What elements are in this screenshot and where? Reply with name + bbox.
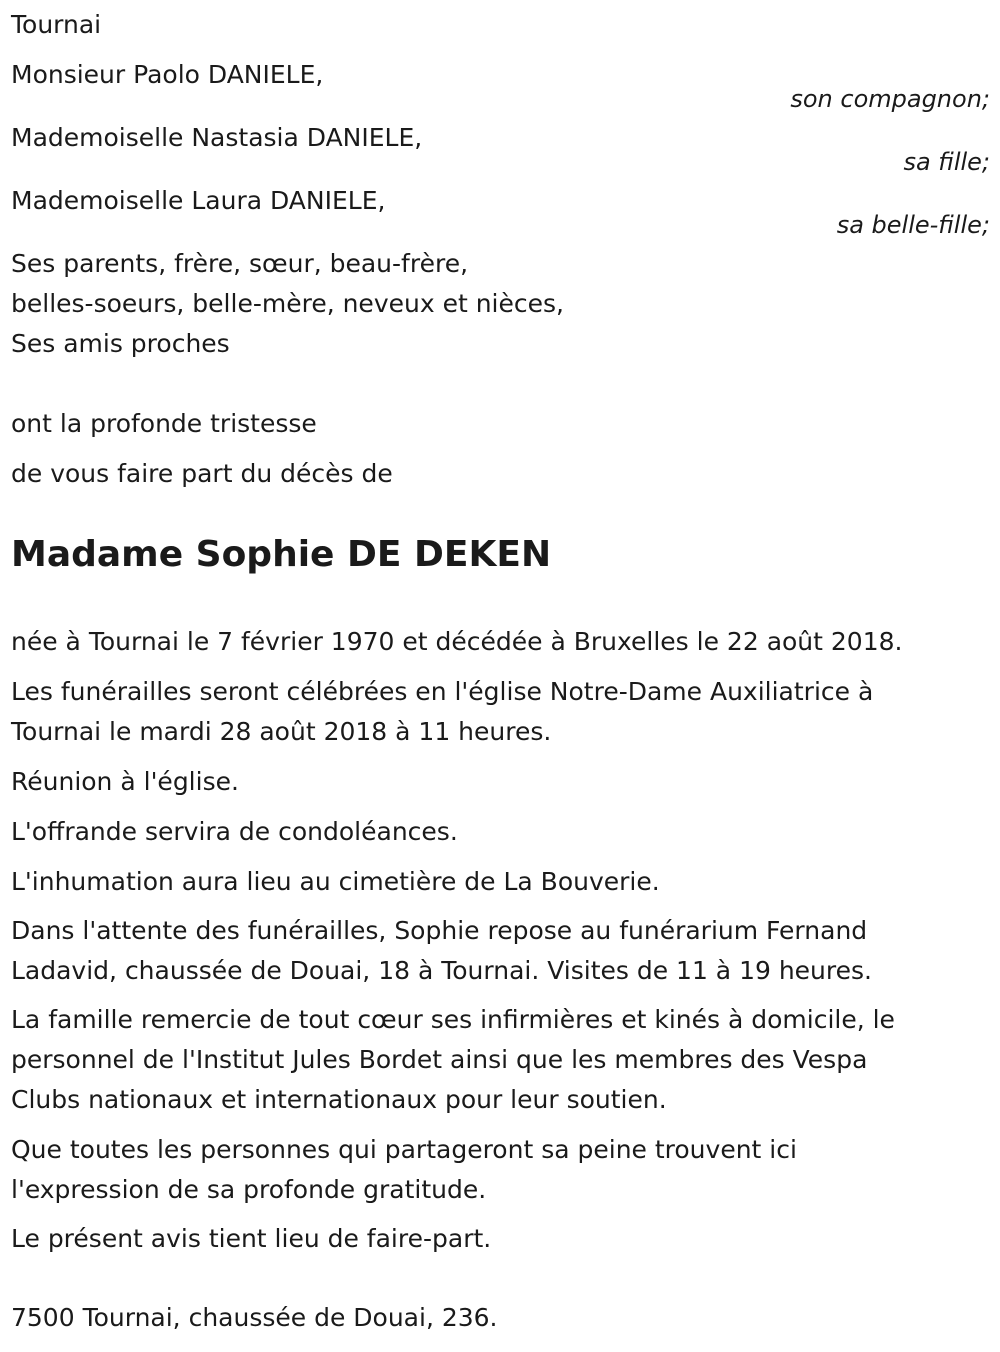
family-member-relation: sa belle-fille;	[836, 211, 990, 239]
deceased-name: Madame Sophie DE DEKEN	[11, 534, 552, 575]
family-member-relation: sa fille;	[903, 148, 990, 176]
announcement-line: ont la profonde tristesse	[11, 409, 317, 438]
relatives-line: belles-soeurs, belle-mère, neveux et nièces,	[11, 289, 564, 318]
relatives-line: Ses amis proches	[11, 329, 230, 358]
family-member-name: Mademoiselle Laura DANIELE,	[11, 186, 386, 215]
detail-paragraph: Dans l'attente des funérailles, Sophie repose au funérarium Fernand Ladavid, chaussée de Douai, 18 à Tournai. Visites de 11 à 19 heures.	[11, 916, 872, 985]
footer-address: 7500 Tournai, chaussée de Douai, 236.	[11, 1303, 498, 1332]
family-member-name: Mademoiselle Nastasia DANIELE,	[11, 123, 423, 152]
detail-paragraph: L'inhumation aura lieu au cimetière de La Bouverie.	[11, 867, 660, 896]
detail-paragraph: Réunion à l'église.	[11, 767, 239, 796]
announcement-line: de vous faire part du décès de	[11, 459, 393, 488]
family-member-relation: son compagnon;	[790, 85, 990, 113]
family-member-name: Monsieur Paolo DANIELE,	[11, 60, 324, 89]
detail-paragraph: Le présent avis tient lieu de faire-part.	[11, 1224, 492, 1253]
detail-paragraph: L'offrande servira de condoléances.	[11, 817, 458, 846]
detail-paragraph: Que toutes les personnes qui partageront sa peine trouvent ici l'expression de sa profonde gratitude.	[11, 1135, 797, 1204]
location-heading: Tournai	[11, 10, 102, 39]
detail-paragraph: La famille remercie de tout cœur ses infirmières et kinés à domicile, le personnel de l'Institut Jules Bordet ainsi que les membres des Vespa Clubs nationaux et internationaux pour leur soutien.	[11, 1005, 895, 1114]
relatives-line: Ses parents, frère, sœur, beau-frère,	[11, 249, 469, 278]
detail-paragraph: Les funérailles seront célébrées en l'église Notre-Dame Auxiliatrice à Tournai le mardi 28 août 2018 à 11 heures.	[11, 677, 874, 746]
detail-paragraph: née à Tournai le 7 février 1970 et décédée à Bruxelles le 22 août 2018.	[11, 627, 903, 656]
